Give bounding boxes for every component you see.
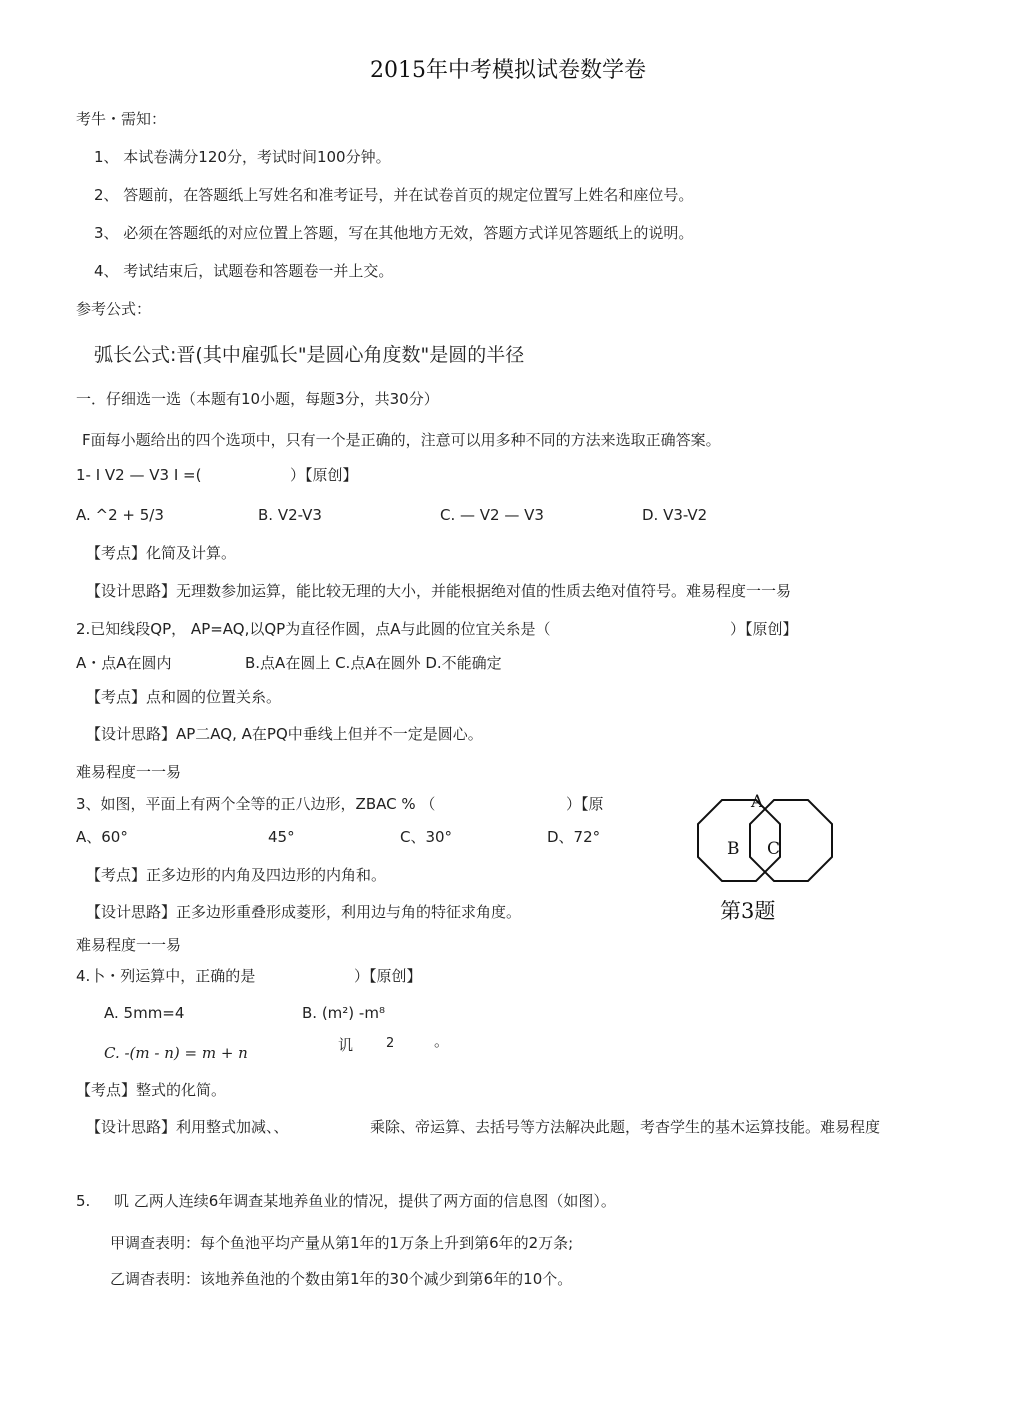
q4-option-a: A. 5mm=4 [104, 1004, 185, 1022]
q1-option-c: C. — V2 — V3 [440, 506, 544, 524]
q4-option-c: C. -(m - n) = m + n [104, 1044, 248, 1062]
q1-kaodian: 【考点】化简及计算。 [86, 544, 237, 562]
q3-tag: ）【原 [566, 795, 604, 813]
notice-item-4: 4、 考试结束后，试题卷和答题卷一并上交。 [94, 262, 394, 280]
q4-option-d-fragment-2: 2 [386, 1036, 395, 1051]
q1-stem: 1- I V2 — V3 I =( [76, 466, 202, 484]
q3-design-rationale: 【设计思路】正多边形重叠形成菱形，利用边与角的特征求角度。 [86, 903, 522, 921]
q2-options-bcd: B.点A在圆上 C.点A在圆外 D.不能确定 [245, 654, 502, 672]
q2-kaodian: 【考点】点和圆的位置关糸。 [86, 688, 282, 706]
q3-stem: 3、如图，平面上有两个全等的正八边形，ZBAC % （ [76, 795, 436, 813]
q1-option-d: D. V3-V2 [642, 506, 708, 524]
q4-design-rationale-a: 【设计思路】利用整式加减、、 [86, 1118, 289, 1136]
q2-tag: ）【原创】 [730, 620, 798, 638]
notice-item-1: 1、 本试卷满分120分，考试时间100分钟。 [94, 148, 391, 166]
figure-caption: 第3题 [720, 899, 776, 923]
q3-option-b: 45° [268, 828, 295, 846]
q2-difficulty: 难易程度一一易 [76, 763, 182, 781]
q2-design-rationale: 【设计思路】AP二AQ, A在PQ中垂线上但并不一定是圆心。 [86, 725, 483, 743]
section-heading: 一．仔细选一选（本题有10小题，每题3分，共30分） [76, 390, 439, 408]
q1-option-a: A. ^2 + 5/3 [76, 506, 164, 524]
q4-option-d-fragment-1: 讥 [338, 1036, 354, 1054]
arc-length-formula: 弧长公式:晋(其中雇弧长"是圆心角度数"是圆的半径 [94, 344, 525, 366]
q4-tag: ）【原创】 [354, 967, 422, 985]
q4-option-b: B. (m²) -m⁸ [302, 1004, 385, 1022]
label-a: A [751, 792, 764, 812]
notice-heading: 考牛・需知： [76, 110, 167, 128]
q4-option-d-fragment-3: 。 [434, 1032, 450, 1050]
label-b: B [727, 839, 740, 859]
q3-option-d: D、72° [547, 828, 601, 846]
q5-survey-a: 甲调查表明：每个鱼池平均产量从第1年的1万条上升到第6年的2万条; [110, 1234, 574, 1252]
q4-design-rationale-b: 乘除、帝运算、去括号等方法解决此题，考杳学生的基木运算技能。难易程度 [370, 1118, 881, 1136]
q2-option-a: A・点A在圆内 [76, 654, 172, 672]
formula-heading: 参考公式： [76, 300, 152, 318]
q1-tag: ）【原创】 [290, 466, 358, 484]
q3-octagon-figure [672, 790, 842, 925]
q5-number: 5. [76, 1192, 91, 1210]
q3-option-c: C、30° [400, 828, 453, 846]
right-octagon [750, 800, 832, 881]
label-c: C [767, 839, 781, 859]
q3-difficulty: 难易程度一一易 [76, 936, 182, 954]
q4-stem: 4.卜・列运算中，正确的是 [76, 967, 256, 985]
q3-kaodian: 【考点】正多边形的内角及四边形的内角和。 [86, 866, 387, 884]
q1-design-rationale: 【设计思路】无理数参加运算，能比较无理的大小，并能根据绝对值的性质去绝对值符号。难易程度一一易 [86, 582, 792, 600]
page-title: 2015年中考模拟试卷数学卷 [370, 58, 646, 83]
notice-item-3: 3、 必须在答题纸的对应位置上答题，写在其他地方无效，答题方式详见答题纸上的说明。 [94, 224, 694, 242]
section-instructions: F面每小题给出的四个选项中，只有一个是正确的，注意可以用多种不同的方法来选取正确答案。 [82, 431, 721, 449]
q5-stem: 叽 乙两人连续6年调查某地养鱼业的情况，提供了两方面的信息图（如图）。 [114, 1192, 616, 1210]
q2-stem: 2.已知线段QP， AP=AQ,以QP为直径作圆，点A与此圆的位宜关糸是（ [76, 620, 551, 638]
q5-survey-b: 乙调杳表明：该地养鱼池的个数由第1年的30个减少到第6年的10个。 [110, 1270, 573, 1288]
q3-option-a: A、60° [76, 828, 128, 846]
notice-item-2: 2、 答题前，在答题纸上写姓名和准考证号，并在试卷首页的规定位置写上姓名和座位号。 [94, 186, 694, 204]
q1-option-b: B. V2-V3 [258, 506, 322, 524]
q4-kaodian: 【考点】整式的化简。 [76, 1081, 227, 1099]
